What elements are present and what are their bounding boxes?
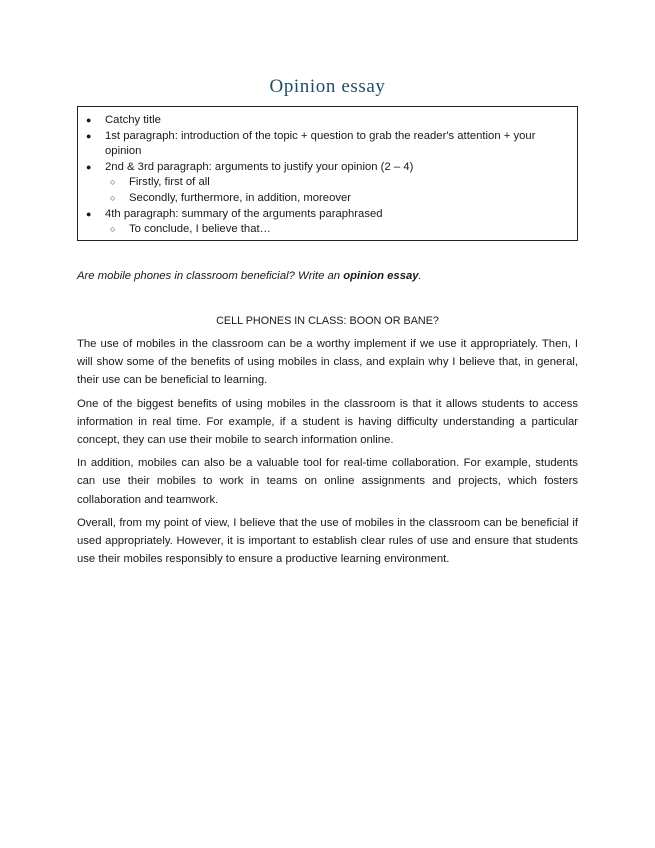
guide-item: ● 2nd & 3rd paragraph: arguments to justify your opinion (2 – 4) — [78, 160, 558, 176]
essay-title: CELL PHONES IN CLASS: BOON OR BANE? — [216, 315, 439, 327]
essay-paragraph: In addition, mobiles can also be a valuable tool for real-time collaboration. For example, students can use their mobiles to work in teams on online assignments and projects, which fosters collaboration and teamwork. — [77, 457, 578, 506]
prompt-text: Are mobile phones in classroom beneficial? Write an — [77, 270, 344, 282]
essay-paragraph: Overall, from my point of view, I believe that the use of mobiles in the classroom can be beneficial if used appropriately. However, it is important to establish clear rules of use and ensure that students use their mobiles responsibly to ensure a productive learning environment. — [77, 516, 578, 566]
prompt-emphasis: opinion essay — [343, 270, 419, 282]
page-title: Opinion essay — [269, 76, 386, 97]
guide-item: ● 4th paragraph: summary of the arguments paraphrased — [78, 207, 558, 223]
essay-body — [77, 335, 578, 573]
guide-list — [78, 113, 558, 238]
essay-structure-box — [77, 106, 578, 241]
guide-subitem: ○ Secondly, furthermore, in addition, moreover — [78, 191, 558, 207]
guide-item: ● Catchy title — [78, 113, 558, 129]
task-prompt — [77, 270, 422, 282]
guide-subitem: ○ To conclude, I believe that… — [78, 222, 558, 238]
guide-subitem: ○ Firstly, first of all — [78, 175, 558, 191]
prompt-end: . — [418, 270, 422, 282]
essay-paragraph: One of the biggest benefits of using mobiles in the classroom is that it allows students to access information in real time. For example, if a student is having difficulty understanding a particular concept, they can use their mobile to search information online. — [77, 397, 578, 447]
guide-item: ● 1st paragraph: introduction of the topic + question to grab the reader's attention + your opinion — [78, 129, 558, 160]
essay-paragraph: The use of mobiles in the classroom can be a worthy implement if we use it appropriately. Then, I will show some of the benefits of using mobiles in class, and explain why I believe that, in general, their use can be beneficial to learning. — [77, 338, 578, 387]
